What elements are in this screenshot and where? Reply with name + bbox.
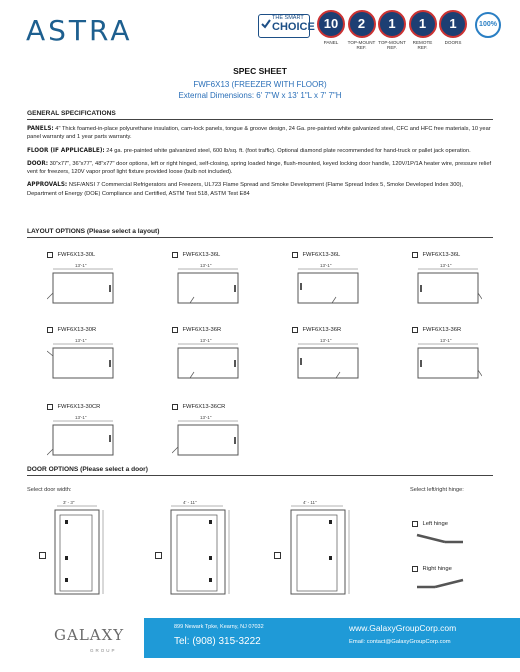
external-dimensions: External Dimensions: 6' 7"W x 13' 1"L x 7' 7"H bbox=[178, 91, 342, 100]
footer bbox=[0, 618, 520, 672]
layout-checkbox[interactable] bbox=[292, 252, 298, 258]
smart-choice-badge: THE SMART CHOICE bbox=[258, 14, 310, 38]
layout-floorplan bbox=[47, 413, 117, 459]
layout-option[interactable]: FWF6X13-36R 13'-1" bbox=[172, 327, 272, 382]
layout-floorplan bbox=[412, 336, 482, 382]
galaxy-logo: GALAXY bbox=[54, 626, 125, 644]
door-width-checkbox[interactable] bbox=[274, 552, 281, 559]
svg-text:13'-1": 13'-1" bbox=[200, 263, 212, 268]
layout-floorplan bbox=[172, 336, 242, 382]
layout-floorplan bbox=[47, 336, 117, 382]
right-hinge-diagram bbox=[415, 577, 465, 591]
footer-email-link[interactable]: Email: contact@GalaxyGroupCorp.com bbox=[349, 639, 451, 645]
footer-bar bbox=[144, 618, 520, 658]
door-spec: DOOR: 30"x77", 36"x77", 48"x77" door options, left or right hinged, self-closing, spring loaded hinge, flush-mounted, keyed locking door handle, 120V/1P/1A heater wire, pressure relief vent for freezers, 120V vapor proof light fixture provided loose (bulb not included). bbox=[27, 160, 492, 176]
header bbox=[0, 0, 520, 62]
svg-text:13'-1": 13'-1" bbox=[320, 338, 332, 343]
layout-floorplan bbox=[412, 261, 482, 307]
layout-checkbox[interactable] bbox=[412, 327, 418, 333]
right-hinge-checkbox[interactable] bbox=[412, 566, 418, 572]
galaxy-logo-sub: GROUP bbox=[90, 648, 117, 653]
checkmark-icon bbox=[261, 19, 271, 29]
layout-options bbox=[27, 252, 493, 457]
svg-text:13'-1": 13'-1" bbox=[440, 338, 452, 343]
svg-text:13'-1": 13'-1" bbox=[200, 415, 212, 420]
layout-floorplan bbox=[172, 261, 242, 307]
section-heading: LAYOUT OPTIONS (Please select a layout) bbox=[27, 228, 493, 238]
spec-sheet-title: SPEC SHEET bbox=[233, 66, 287, 76]
left-hinge-option[interactable]: Left hinge bbox=[412, 521, 448, 527]
layout-checkbox[interactable] bbox=[47, 327, 53, 333]
warranty-badges bbox=[316, 10, 469, 50]
door-width-checkbox[interactable] bbox=[39, 552, 46, 559]
layout-option[interactable]: FWF6X13-30CR 13'-1" bbox=[47, 404, 147, 459]
door-diagram bbox=[167, 498, 237, 600]
door-hinge-prompt: Select left/right hinge: bbox=[410, 487, 464, 493]
layout-floorplan bbox=[292, 261, 362, 307]
astra-logo: ASTRA bbox=[26, 14, 133, 47]
svg-text:13'-1": 13'-1" bbox=[75, 338, 87, 343]
layout-checkbox[interactable] bbox=[292, 327, 298, 333]
layout-checkbox[interactable] bbox=[172, 404, 178, 410]
left-hinge-diagram bbox=[415, 532, 465, 546]
section-heading: DOOR OPTIONS (Please select a door) bbox=[27, 466, 493, 476]
panels-spec: PANELS: 4" Thick foamed-in-place polyurethane insulation, cam-lock panels, tongue & groove design, 24 Ga. pre-painted white galvanized steel, CFC and HFC free materials, 10 year panel warranty and 1 year parts warranty. bbox=[27, 126, 491, 141]
right-hinge-option[interactable]: Right hinge bbox=[412, 566, 452, 572]
layout-floorplan bbox=[292, 336, 362, 382]
layout-option[interactable]: FWF6X13-36CR 13'-1" bbox=[172, 404, 272, 459]
door-diagram bbox=[287, 498, 357, 600]
layout-option[interactable]: FWF6X13-36L 13'-1" bbox=[172, 252, 272, 307]
title-block bbox=[0, 66, 520, 100]
svg-text:3' - 3": 3' - 3" bbox=[63, 500, 75, 505]
layout-checkbox[interactable] bbox=[47, 404, 53, 410]
door-diagram bbox=[51, 498, 111, 600]
layout-checkbox[interactable] bbox=[172, 252, 178, 258]
layout-checkbox[interactable] bbox=[172, 327, 178, 333]
layout-option[interactable]: FWF6X13-36L 13'-1" bbox=[292, 252, 392, 307]
left-hinge-checkbox[interactable] bbox=[412, 521, 418, 527]
door-options bbox=[27, 482, 493, 612]
section-heading: GENERAL SPECIFICATIONS bbox=[27, 110, 493, 120]
warranty-badge: 1 DOORS bbox=[438, 10, 468, 50]
layout-option[interactable]: FWF6X13-36R 13'-1" bbox=[292, 327, 392, 382]
svg-text:13'-1": 13'-1" bbox=[75, 415, 87, 420]
svg-text:4' - 11": 4' - 11" bbox=[183, 500, 197, 505]
door-options-heading-wrap bbox=[27, 466, 493, 476]
layout-option[interactable]: FWF6X13-36R 13'-1" bbox=[412, 327, 512, 382]
approvals-spec: APPROVALS: NSF/ANSI 7 Commercial Refrigerators and Freezers, UL723 Flame Spread and Smoke Development (Flame Spread Index 5, Smoke Developed Index 300), Department of Energy (DOE) Compliance and Certified, ASTM Test 518, ASTM Test E84 bbox=[27, 182, 464, 197]
warranty-badge: 1 TOP-MOUNT REF. bbox=[377, 10, 407, 50]
door-width-prompt: Select door width: bbox=[27, 487, 72, 493]
svg-text:4' - 11": 4' - 11" bbox=[303, 500, 317, 505]
layout-checkbox[interactable] bbox=[47, 252, 53, 258]
layout-floorplan bbox=[47, 261, 117, 307]
warranty-badge: 10 PANEL bbox=[316, 10, 346, 50]
model-name: FWF6X13 (FREEZER WITH FLOOR) bbox=[193, 80, 327, 89]
layout-option[interactable]: FWF6X13-30R 13'-1" bbox=[47, 327, 147, 382]
layout-floorplan bbox=[172, 413, 242, 459]
layout-option[interactable]: FWF6X13-30L 13'-1" bbox=[47, 252, 147, 307]
floor-spec: FLOOR (IF APPLICABLE): 24 ga. pre-painted white galvanized steel, 600 lb/sq. ft. (foot traffic). Optional diamond plate recommended for hand-truck or pallet jack operation. bbox=[27, 147, 471, 154]
svg-text:13'-1": 13'-1" bbox=[320, 263, 332, 268]
footer-website-link[interactable]: www.GalaxyGroupCorp.com bbox=[349, 623, 457, 633]
warranty-badge: 1 REMOTE REF. bbox=[408, 10, 438, 50]
layout-option[interactable]: FWF6X13-36L 13'-1" bbox=[412, 252, 512, 307]
footer-address: 899 Newark Tpke, Kearny, NJ 07032 bbox=[174, 624, 264, 630]
layout-checkbox[interactable] bbox=[412, 252, 418, 258]
svg-text:13'-1": 13'-1" bbox=[75, 263, 87, 268]
footer-phone: Tel: (908) 315-3222 bbox=[174, 636, 261, 647]
general-specifications bbox=[27, 110, 493, 198]
svg-text:13'-1": 13'-1" bbox=[200, 338, 212, 343]
svg-text:13'-1": 13'-1" bbox=[440, 263, 452, 268]
warranty-badge: 2 TOP-MOUNT REF. bbox=[347, 10, 377, 50]
layout-options-heading-wrap bbox=[27, 228, 493, 238]
hundred-percent-badge: 100% bbox=[475, 12, 501, 38]
door-width-checkbox[interactable] bbox=[155, 552, 162, 559]
